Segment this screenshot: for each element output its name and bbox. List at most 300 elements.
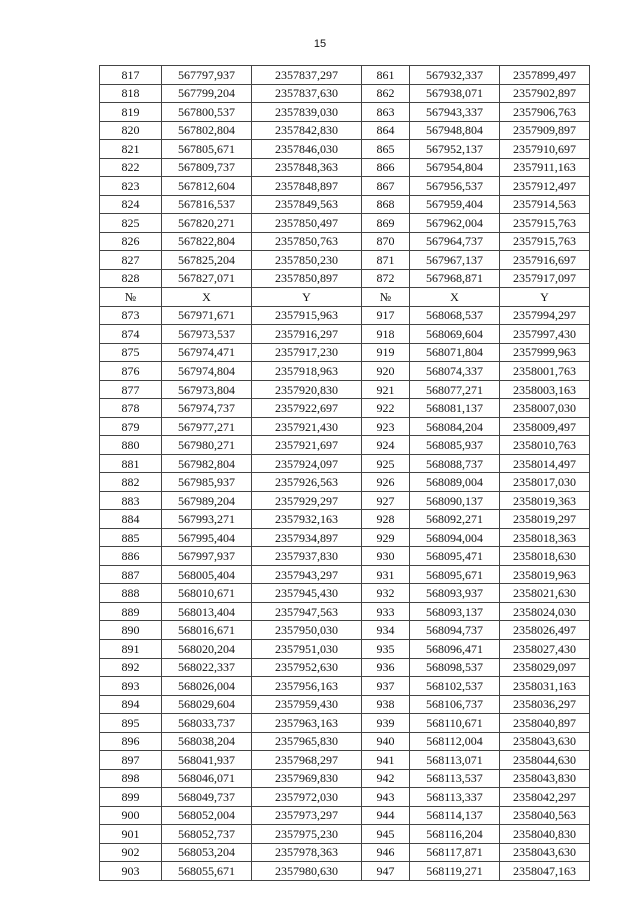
page-number: 15 xyxy=(313,38,327,50)
y-coordinate-cell: 2358009,497 xyxy=(500,417,590,436)
point-number-cell: 930 xyxy=(362,547,410,566)
point-number-cell: 933 xyxy=(362,602,410,621)
y-coordinate-cell: 2357850,897 xyxy=(252,269,362,288)
y-coordinate-cell: 2358031,163 xyxy=(500,677,590,696)
x-coordinate-cell: 568112,004 xyxy=(410,732,500,751)
point-number-cell: 902 xyxy=(100,843,162,862)
table-row xyxy=(362,343,590,362)
point-number-cell: 862 xyxy=(362,84,410,103)
point-number-cell: 884 xyxy=(100,510,162,529)
point-number-cell: 919 xyxy=(362,343,410,362)
y-coordinate-cell: 2357910,697 xyxy=(500,140,590,159)
table-row xyxy=(100,362,362,381)
x-coordinate-cell: 567825,204 xyxy=(162,251,252,270)
x-coordinate-cell: 568117,871 xyxy=(410,843,500,862)
y-coordinate-cell: 2357929,297 xyxy=(252,491,362,510)
x-coordinate-cell: 568041,937 xyxy=(162,751,252,770)
x-coordinate-cell: 567932,337 xyxy=(410,66,500,85)
y-coordinate-cell: 2357975,230 xyxy=(252,825,362,844)
point-number-cell: 874 xyxy=(100,325,162,344)
x-coordinate-cell: 568026,004 xyxy=(162,677,252,696)
y-coordinate-cell: 2358027,430 xyxy=(500,639,590,658)
x-coordinate-cell: 567802,804 xyxy=(162,121,252,140)
x-coordinate-cell: 567816,537 xyxy=(162,195,252,214)
x-coordinate-cell: 568022,337 xyxy=(162,658,252,677)
y-coordinate-cell: 2358042,297 xyxy=(500,788,590,807)
point-number-cell: 867 xyxy=(362,177,410,196)
point-number-cell: 921 xyxy=(362,380,410,399)
point-number-cell: 936 xyxy=(362,658,410,677)
y-coordinate-cell: 2357956,163 xyxy=(252,677,362,696)
table-header-row xyxy=(100,288,362,307)
table-row xyxy=(362,454,590,473)
y-coordinate-cell: 2357837,630 xyxy=(252,84,362,103)
table-row xyxy=(100,399,362,418)
point-number-cell: 885 xyxy=(100,528,162,547)
y-coordinate-cell: 2358044,630 xyxy=(500,751,590,770)
table-row xyxy=(100,714,362,733)
table-header-row xyxy=(362,288,590,307)
y-coordinate-cell: 2357909,897 xyxy=(500,121,590,140)
x-coordinate-cell: 567982,804 xyxy=(162,454,252,473)
point-number-cell: 875 xyxy=(100,343,162,362)
table-row xyxy=(100,232,362,251)
y-coordinate-cell: 2357837,297 xyxy=(252,66,362,85)
table-row xyxy=(362,380,590,399)
column-header: X xyxy=(162,288,252,307)
point-number-cell: 826 xyxy=(100,232,162,251)
coordinates-table-right xyxy=(361,65,590,881)
y-coordinate-cell: 2358036,297 xyxy=(500,695,590,714)
y-coordinate-cell: 2357849,563 xyxy=(252,195,362,214)
table-row xyxy=(100,677,362,696)
table-body-left xyxy=(100,66,362,881)
table-row xyxy=(100,214,362,233)
y-coordinate-cell: 2357842,830 xyxy=(252,121,362,140)
y-coordinate-cell: 2358040,897 xyxy=(500,714,590,733)
table-row xyxy=(100,658,362,677)
x-coordinate-cell: 568010,671 xyxy=(162,584,252,603)
point-number-cell: 937 xyxy=(362,677,410,696)
point-number-cell: 817 xyxy=(100,66,162,85)
table-body-right xyxy=(362,66,590,881)
table-row xyxy=(362,602,590,621)
y-coordinate-cell: 2357848,363 xyxy=(252,158,362,177)
y-coordinate-cell: 2357911,163 xyxy=(500,158,590,177)
point-number-cell: 920 xyxy=(362,362,410,381)
table-row xyxy=(100,454,362,473)
x-coordinate-cell: 568020,204 xyxy=(162,639,252,658)
y-coordinate-cell: 2358043,830 xyxy=(500,769,590,788)
column-header: № xyxy=(362,288,410,307)
table-row xyxy=(100,84,362,103)
point-number-cell: 868 xyxy=(362,195,410,214)
x-coordinate-cell: 568090,137 xyxy=(410,491,500,510)
x-coordinate-cell: 568005,404 xyxy=(162,565,252,584)
point-number-cell: 876 xyxy=(100,362,162,381)
x-coordinate-cell: 568052,004 xyxy=(162,806,252,825)
point-number-cell: 945 xyxy=(362,825,410,844)
y-coordinate-cell: 2358021,630 xyxy=(500,584,590,603)
table-row xyxy=(100,751,362,770)
x-coordinate-cell: 568110,671 xyxy=(410,714,500,733)
table-row xyxy=(362,769,590,788)
y-coordinate-cell: 2357934,897 xyxy=(252,528,362,547)
y-coordinate-cell: 2357973,297 xyxy=(252,806,362,825)
table-row xyxy=(100,436,362,455)
point-number-cell: 931 xyxy=(362,565,410,584)
point-number-cell: 890 xyxy=(100,621,162,640)
point-number-cell: 882 xyxy=(100,473,162,492)
point-number-cell: 918 xyxy=(362,325,410,344)
y-coordinate-cell: 2357915,963 xyxy=(252,306,362,325)
point-number-cell: 924 xyxy=(362,436,410,455)
x-coordinate-cell: 568088,737 xyxy=(410,454,500,473)
point-number-cell: 922 xyxy=(362,399,410,418)
column-header: № xyxy=(100,288,162,307)
x-coordinate-cell: 568033,737 xyxy=(162,714,252,733)
x-coordinate-cell: 567962,004 xyxy=(410,214,500,233)
x-coordinate-cell: 568098,537 xyxy=(410,658,500,677)
y-coordinate-cell: 2357914,563 xyxy=(500,195,590,214)
table-row xyxy=(362,639,590,658)
x-coordinate-cell: 568074,337 xyxy=(410,362,500,381)
table-row xyxy=(100,547,362,566)
x-coordinate-cell: 567967,137 xyxy=(410,251,500,270)
point-number-cell: 888 xyxy=(100,584,162,603)
y-coordinate-cell: 2358003,163 xyxy=(500,380,590,399)
point-number-cell: 896 xyxy=(100,732,162,751)
x-coordinate-cell: 568049,737 xyxy=(162,788,252,807)
table-row xyxy=(362,714,590,733)
y-coordinate-cell: 2358001,763 xyxy=(500,362,590,381)
table-row xyxy=(362,843,590,862)
x-coordinate-cell: 568085,937 xyxy=(410,436,500,455)
x-coordinate-cell: 568053,204 xyxy=(162,843,252,862)
y-coordinate-cell: 2358026,497 xyxy=(500,621,590,640)
x-coordinate-cell: 567977,271 xyxy=(162,417,252,436)
x-coordinate-cell: 568113,071 xyxy=(410,751,500,770)
table-row xyxy=(100,66,362,85)
x-coordinate-cell: 567995,404 xyxy=(162,528,252,547)
x-coordinate-cell: 568095,671 xyxy=(410,565,500,584)
point-number-cell: 881 xyxy=(100,454,162,473)
y-coordinate-cell: 2357850,497 xyxy=(252,214,362,233)
y-coordinate-cell: 2357915,763 xyxy=(500,214,590,233)
table-row xyxy=(100,843,362,862)
x-coordinate-cell: 568016,671 xyxy=(162,621,252,640)
y-coordinate-cell: 2357999,963 xyxy=(500,343,590,362)
y-coordinate-cell: 2357972,030 xyxy=(252,788,362,807)
point-number-cell: 827 xyxy=(100,251,162,270)
y-coordinate-cell: 2357920,830 xyxy=(252,380,362,399)
x-coordinate-cell: 567973,804 xyxy=(162,380,252,399)
point-number-cell: 903 xyxy=(100,862,162,881)
table-row xyxy=(362,195,590,214)
table-row xyxy=(100,177,362,196)
x-coordinate-cell: 568055,671 xyxy=(162,862,252,881)
point-number-cell: 880 xyxy=(100,436,162,455)
table-row xyxy=(100,195,362,214)
table-row xyxy=(100,584,362,603)
y-coordinate-cell: 2358010,763 xyxy=(500,436,590,455)
table-row xyxy=(362,732,590,751)
table-row xyxy=(100,380,362,399)
point-number-cell: 925 xyxy=(362,454,410,473)
point-number-cell: 828 xyxy=(100,269,162,288)
table-row xyxy=(362,825,590,844)
x-coordinate-cell: 568092,271 xyxy=(410,510,500,529)
point-number-cell: 946 xyxy=(362,843,410,862)
y-coordinate-cell: 2357968,297 xyxy=(252,751,362,770)
y-coordinate-cell: 2357916,297 xyxy=(252,325,362,344)
table-row xyxy=(100,491,362,510)
point-number-cell: 821 xyxy=(100,140,162,159)
point-number-cell: 869 xyxy=(362,214,410,233)
column-header: X xyxy=(410,288,500,307)
y-coordinate-cell: 2357839,030 xyxy=(252,103,362,122)
point-number-cell: 820 xyxy=(100,121,162,140)
point-number-cell: 947 xyxy=(362,862,410,881)
table-row xyxy=(362,232,590,251)
y-coordinate-cell: 2358040,563 xyxy=(500,806,590,825)
point-number-cell: 923 xyxy=(362,417,410,436)
y-coordinate-cell: 2358024,030 xyxy=(500,602,590,621)
y-coordinate-cell: 2357921,430 xyxy=(252,417,362,436)
point-number-cell: 866 xyxy=(362,158,410,177)
y-coordinate-cell: 2358018,363 xyxy=(500,528,590,547)
y-coordinate-cell: 2358019,363 xyxy=(500,491,590,510)
x-coordinate-cell: 568119,271 xyxy=(410,862,500,881)
table-row xyxy=(100,788,362,807)
table-row xyxy=(100,140,362,159)
table-row xyxy=(100,269,362,288)
y-coordinate-cell: 2357916,697 xyxy=(500,251,590,270)
point-number-cell: 892 xyxy=(100,658,162,677)
point-number-cell: 941 xyxy=(362,751,410,770)
x-coordinate-cell: 567812,604 xyxy=(162,177,252,196)
y-coordinate-cell: 2357899,497 xyxy=(500,66,590,85)
x-coordinate-cell: 567973,537 xyxy=(162,325,252,344)
x-coordinate-cell: 568089,004 xyxy=(410,473,500,492)
table-row xyxy=(100,103,362,122)
point-number-cell: 824 xyxy=(100,195,162,214)
x-coordinate-cell: 568038,204 xyxy=(162,732,252,751)
y-coordinate-cell: 2357921,697 xyxy=(252,436,362,455)
table-row xyxy=(100,121,362,140)
x-coordinate-cell: 567974,804 xyxy=(162,362,252,381)
table-row xyxy=(362,251,590,270)
table-row xyxy=(362,103,590,122)
table-row xyxy=(362,121,590,140)
point-number-cell: 865 xyxy=(362,140,410,159)
table-row xyxy=(100,621,362,640)
point-number-cell: 900 xyxy=(100,806,162,825)
table-row xyxy=(100,732,362,751)
x-coordinate-cell: 567968,871 xyxy=(410,269,500,288)
point-number-cell: 927 xyxy=(362,491,410,510)
x-coordinate-cell: 567993,271 xyxy=(162,510,252,529)
x-coordinate-cell: 567954,804 xyxy=(410,158,500,177)
point-number-cell: 894 xyxy=(100,695,162,714)
point-number-cell: 818 xyxy=(100,84,162,103)
y-coordinate-cell: 2357963,163 xyxy=(252,714,362,733)
table-row xyxy=(100,695,362,714)
x-coordinate-cell: 568116,204 xyxy=(410,825,500,844)
point-number-cell: 883 xyxy=(100,491,162,510)
x-coordinate-cell: 568113,537 xyxy=(410,769,500,788)
y-coordinate-cell: 2357917,097 xyxy=(500,269,590,288)
y-coordinate-cell: 2357947,563 xyxy=(252,602,362,621)
y-coordinate-cell: 2357994,297 xyxy=(500,306,590,325)
point-number-cell: 822 xyxy=(100,158,162,177)
table-row xyxy=(100,417,362,436)
table-row xyxy=(362,473,590,492)
y-coordinate-cell: 2357906,763 xyxy=(500,103,590,122)
x-coordinate-cell: 568081,137 xyxy=(410,399,500,418)
y-coordinate-cell: 2357945,430 xyxy=(252,584,362,603)
table-row xyxy=(362,751,590,770)
table-row xyxy=(100,325,362,344)
point-number-cell: 891 xyxy=(100,639,162,658)
x-coordinate-cell: 568102,537 xyxy=(410,677,500,696)
table-row xyxy=(362,677,590,696)
x-coordinate-cell: 567997,937 xyxy=(162,547,252,566)
y-coordinate-cell: 2358019,297 xyxy=(500,510,590,529)
table-row xyxy=(100,343,362,362)
x-coordinate-cell: 568094,004 xyxy=(410,528,500,547)
table-row xyxy=(100,565,362,584)
x-coordinate-cell: 567797,937 xyxy=(162,66,252,85)
x-coordinate-cell: 567948,804 xyxy=(410,121,500,140)
y-coordinate-cell: 2357912,497 xyxy=(500,177,590,196)
y-coordinate-cell: 2357922,697 xyxy=(252,399,362,418)
point-number-cell: 895 xyxy=(100,714,162,733)
y-coordinate-cell: 2357932,163 xyxy=(252,510,362,529)
table-row xyxy=(362,695,590,714)
x-coordinate-cell: 567964,737 xyxy=(410,232,500,251)
x-coordinate-cell: 568029,604 xyxy=(162,695,252,714)
table-row xyxy=(100,158,362,177)
table-row xyxy=(362,491,590,510)
point-number-cell: 934 xyxy=(362,621,410,640)
x-coordinate-cell: 568106,737 xyxy=(410,695,500,714)
x-coordinate-cell: 567956,537 xyxy=(410,177,500,196)
x-coordinate-cell: 568068,537 xyxy=(410,306,500,325)
point-number-cell: 940 xyxy=(362,732,410,751)
table-row xyxy=(100,862,362,881)
table-row xyxy=(362,788,590,807)
y-coordinate-cell: 2358014,497 xyxy=(500,454,590,473)
y-coordinate-cell: 2358043,630 xyxy=(500,843,590,862)
x-coordinate-cell: 567974,471 xyxy=(162,343,252,362)
point-number-cell: 819 xyxy=(100,103,162,122)
table-row xyxy=(362,417,590,436)
y-coordinate-cell: 2358019,963 xyxy=(500,565,590,584)
x-coordinate-cell: 567952,137 xyxy=(410,140,500,159)
point-number-cell: 889 xyxy=(100,602,162,621)
y-coordinate-cell: 2357848,897 xyxy=(252,177,362,196)
table-row xyxy=(362,158,590,177)
point-number-cell: 861 xyxy=(362,66,410,85)
point-number-cell: 893 xyxy=(100,677,162,696)
x-coordinate-cell: 568094,737 xyxy=(410,621,500,640)
point-number-cell: 886 xyxy=(100,547,162,566)
table-row xyxy=(362,510,590,529)
point-number-cell: 898 xyxy=(100,769,162,788)
y-coordinate-cell: 2357950,030 xyxy=(252,621,362,640)
point-number-cell: 929 xyxy=(362,528,410,547)
y-coordinate-cell: 2357915,763 xyxy=(500,232,590,251)
point-number-cell: 873 xyxy=(100,306,162,325)
point-number-cell: 877 xyxy=(100,380,162,399)
y-coordinate-cell: 2357943,297 xyxy=(252,565,362,584)
y-coordinate-cell: 2358017,030 xyxy=(500,473,590,492)
point-number-cell: 901 xyxy=(100,825,162,844)
point-number-cell: 942 xyxy=(362,769,410,788)
y-coordinate-cell: 2357937,830 xyxy=(252,547,362,566)
point-number-cell: 917 xyxy=(362,306,410,325)
table-row xyxy=(362,584,590,603)
point-number-cell: 871 xyxy=(362,251,410,270)
x-coordinate-cell: 568013,404 xyxy=(162,602,252,621)
table-row xyxy=(362,269,590,288)
table-row xyxy=(362,399,590,418)
x-coordinate-cell: 567800,537 xyxy=(162,103,252,122)
y-coordinate-cell: 2357980,630 xyxy=(252,862,362,881)
point-number-cell: 872 xyxy=(362,269,410,288)
x-coordinate-cell: 568114,137 xyxy=(410,806,500,825)
table-row xyxy=(100,251,362,270)
table-row xyxy=(362,177,590,196)
x-coordinate-cell: 567980,271 xyxy=(162,436,252,455)
x-coordinate-cell: 567974,737 xyxy=(162,399,252,418)
point-number-cell: 932 xyxy=(362,584,410,603)
y-coordinate-cell: 2358007,030 xyxy=(500,399,590,418)
table-row xyxy=(362,806,590,825)
x-coordinate-cell: 568046,071 xyxy=(162,769,252,788)
point-number-cell: 825 xyxy=(100,214,162,233)
point-number-cell: 939 xyxy=(362,714,410,733)
y-coordinate-cell: 2357978,363 xyxy=(252,843,362,862)
x-coordinate-cell: 568071,804 xyxy=(410,343,500,362)
table-row xyxy=(100,473,362,492)
y-coordinate-cell: 2357997,430 xyxy=(500,325,590,344)
x-coordinate-cell: 568084,204 xyxy=(410,417,500,436)
table-row xyxy=(362,214,590,233)
y-coordinate-cell: 2357965,830 xyxy=(252,732,362,751)
y-coordinate-cell: 2357924,097 xyxy=(252,454,362,473)
x-coordinate-cell: 568093,937 xyxy=(410,584,500,603)
table-row xyxy=(362,565,590,584)
point-number-cell: 863 xyxy=(362,103,410,122)
table-row xyxy=(362,658,590,677)
point-number-cell: 878 xyxy=(100,399,162,418)
x-coordinate-cell: 567799,204 xyxy=(162,84,252,103)
x-coordinate-cell: 567827,071 xyxy=(162,269,252,288)
x-coordinate-cell: 567959,404 xyxy=(410,195,500,214)
point-number-cell: 926 xyxy=(362,473,410,492)
x-coordinate-cell: 568113,337 xyxy=(410,788,500,807)
point-number-cell: 879 xyxy=(100,417,162,436)
y-coordinate-cell: 2357902,897 xyxy=(500,84,590,103)
column-header: Y xyxy=(252,288,362,307)
x-coordinate-cell: 567989,204 xyxy=(162,491,252,510)
point-number-cell: 944 xyxy=(362,806,410,825)
table-row xyxy=(362,325,590,344)
table-row xyxy=(362,528,590,547)
x-coordinate-cell: 568096,471 xyxy=(410,639,500,658)
